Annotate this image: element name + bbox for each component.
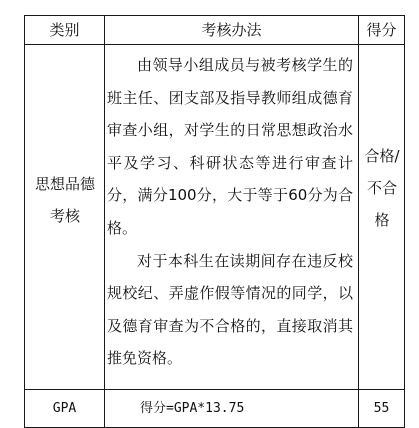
- row-moral-category: [29, 160, 101, 240]
- row-gpa-category: GPA: [52, 400, 77, 416]
- row-moral-method-paragraph: 由领导小组成员与被考核学生的班主任、团支部及指导教师组成德育审查小组，对学生的日常思想政治水平及学习、科研状态等进行审查计分，满分100分，大于等于60分为合格。: [107, 56, 353, 237]
- table-rule-left: [24, 15, 25, 428]
- table-rule-right: [404, 15, 405, 428]
- header-score: 得分: [366, 21, 397, 39]
- row-moral-category-text: 思想品德考核: [34, 175, 95, 225]
- table-rule-header: [24, 44, 405, 45]
- table-rule-col1: [104, 15, 105, 428]
- table-rule-col2: [358, 15, 359, 428]
- row-moral-score: 合格/不合格: [364, 147, 400, 229]
- header-category: 类别: [49, 21, 80, 39]
- header-method: 考核办法: [201, 21, 262, 39]
- row-moral-method: [107, 49, 353, 375]
- row-moral-method-paragraph: 对于本科生在读期间存在违反校规校纪、弄虚作假等情况的同学，以及德育审查为不合格的，直接取消其推免资格。: [107, 251, 353, 368]
- row-gpa-method: 得分=GPA*13.75: [140, 400, 245, 416]
- row-gpa-score: 55: [373, 400, 390, 416]
